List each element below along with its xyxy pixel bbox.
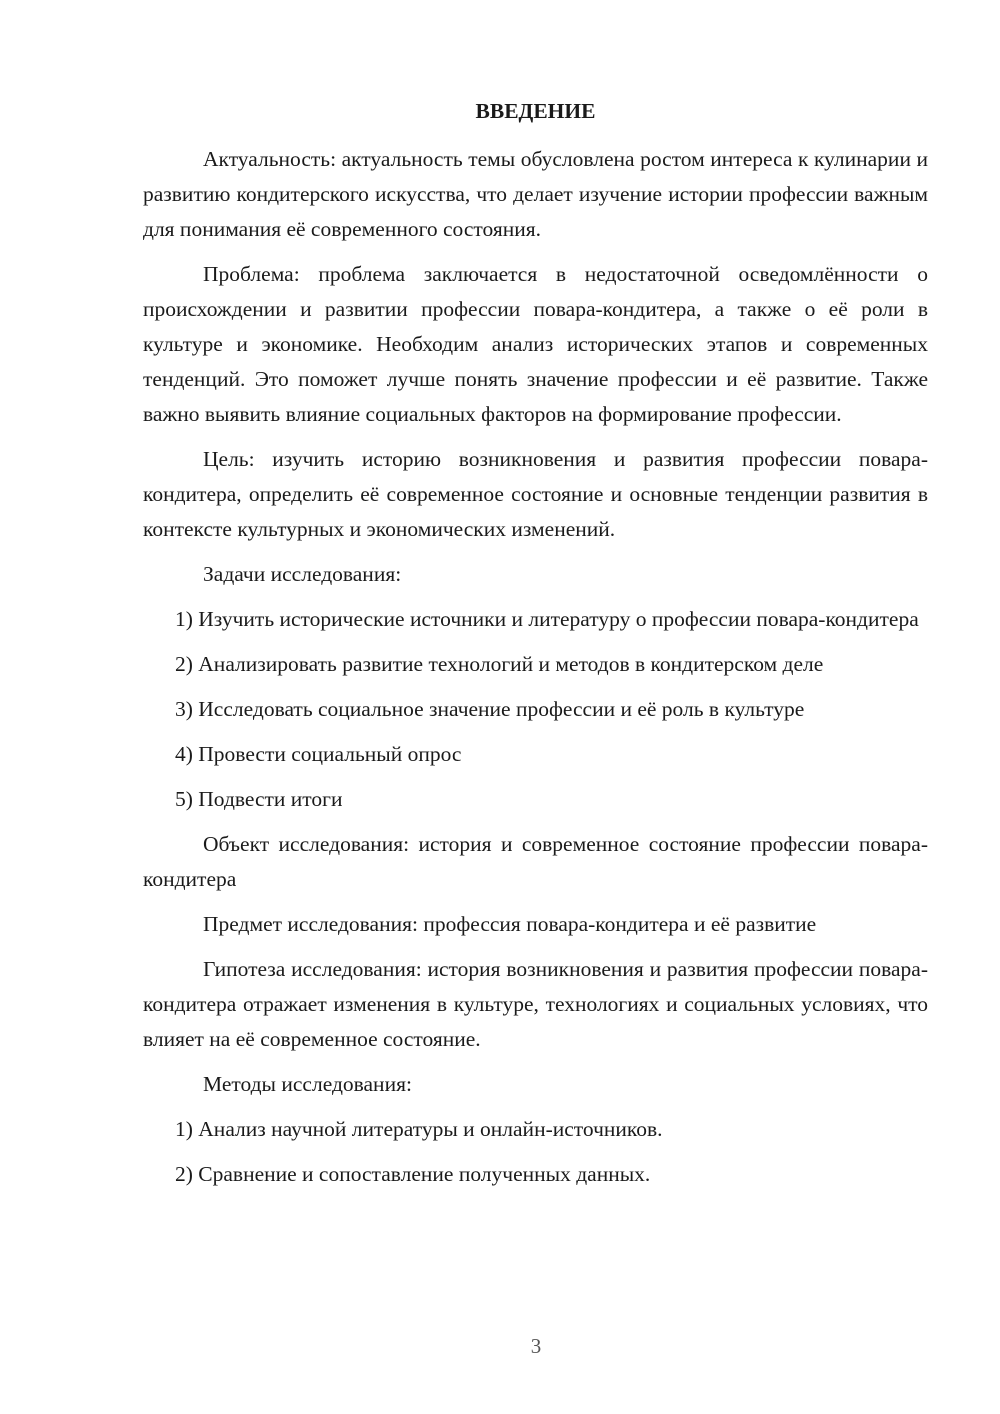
document-page [143, 92, 928, 1202]
object-paragraph: Объект исследования: история и современное состояние профессии повара-кондитера [143, 832, 928, 891]
task-item-4: 4) Провести социальный опрос [175, 742, 462, 766]
task-item-5: 5) Подвести итоги [175, 787, 343, 811]
method-item-1: 1) Анализ научной литературы и онлайн-источников. [175, 1117, 663, 1141]
relevance-paragraph: Актуальность: актуальность темы обусловлена ростом интереса к кулинарии и развитию кондитерского искусства, что делает изучение истории профессии важным для понимания её современного состояния. [143, 147, 928, 241]
subject-paragraph: Предмет исследования: профессия повара-кондитера и её развитие [203, 912, 817, 936]
task-item-2: 2) Анализировать развитие технологий и методов в кондитерском деле [175, 652, 824, 676]
page-number: 3 [530, 1334, 542, 1358]
problem-paragraph: Проблема: проблема заключается в недостаточной осведомлённости о происхождении и развитии профессии повара-кондитера, а также о её роли в культуре и экономике. Необходим анализ исторических этапов и современных тенденций. Это поможет лучше понять значение профессии и её развитие. Также важно выявить влияние социальных факторов на формирование профессии. [143, 262, 928, 426]
task-item-3: 3) Исследовать социальное значение профессии и её роль в культуре [175, 697, 805, 721]
methods-heading: Методы исследования: [203, 1072, 412, 1096]
task-item-1: 1) Изучить исторические источники и литературу о профессии повара-кондитера [175, 607, 919, 631]
hypothesis-paragraph: Гипотеза исследования: история возникновения и развития профессии повара-кондитера отражает изменения в культуре, технологиях и социальных условиях, что влияет на её современное состояние. [143, 957, 928, 1051]
goal-paragraph: Цель: изучить историю возникновения и развития профессии повара-кондитера, определить её современное состояние и основные тенденции развития в контексте культурных и экономических изменений. [143, 447, 928, 541]
tasks-heading: Задачи исследования: [203, 562, 402, 586]
section-title: ВВЕДЕНИЕ [475, 99, 596, 123]
method-item-2: 2) Сравнение и сопоставление полученных данных. [175, 1162, 651, 1186]
